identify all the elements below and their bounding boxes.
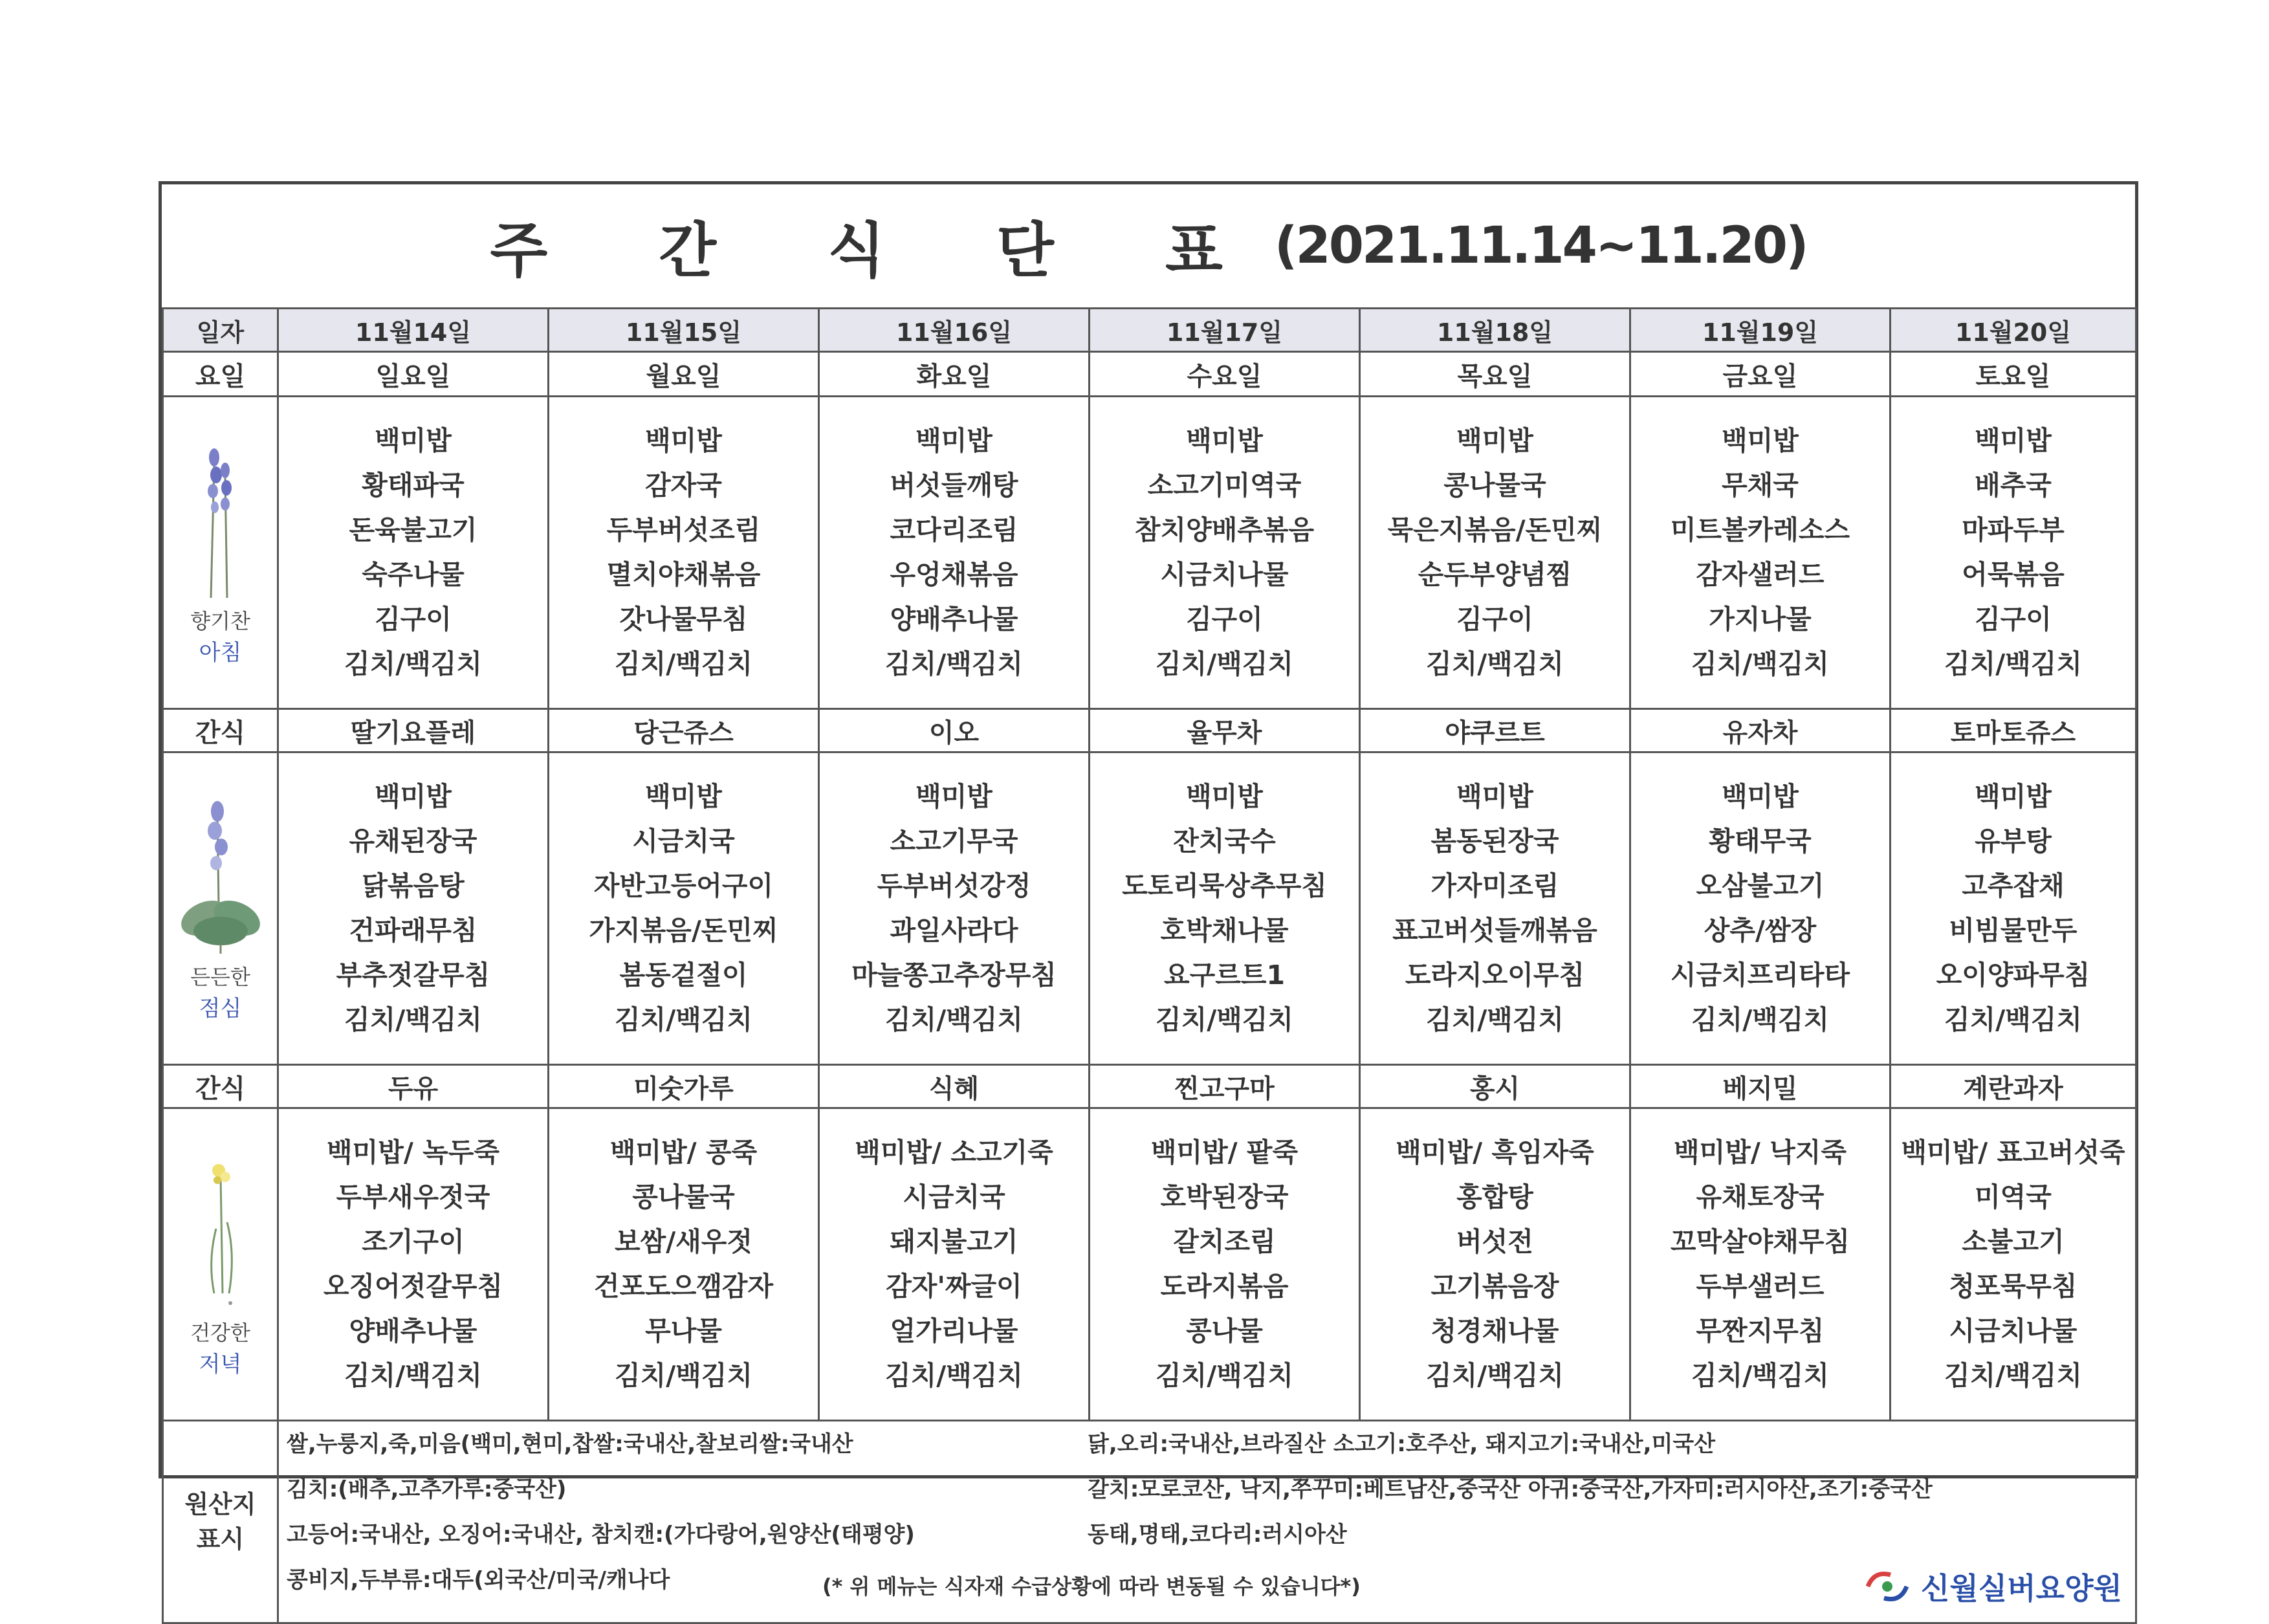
menu-item: 백미밥 — [1456, 425, 1533, 456]
menu-item: 백미밥 — [915, 781, 992, 812]
lunch-label-bottom: 점심 — [199, 995, 242, 1022]
menu-item: 백미밥 — [645, 781, 722, 812]
dinner-menu-cell — [1891, 1108, 2136, 1421]
dinner-menu-cell — [1090, 1108, 1360, 1421]
menu-item: 김치/백김치 — [614, 1360, 752, 1391]
menu-item: 자반고등어구이 — [593, 870, 774, 901]
menu-item: 김치/백김치 — [1691, 1360, 1829, 1391]
menu-item: 묵은지볶음/돈민찌 — [1387, 514, 1603, 545]
menu-item: 김치/백김치 — [1425, 1360, 1564, 1391]
weekday-cell: 목요일 — [1360, 352, 1630, 397]
menu-item: 김구이 — [1186, 604, 1263, 635]
date-cell: 11월20일 — [1891, 309, 2136, 352]
date-cell: 11월16일 — [819, 309, 1090, 352]
menu-item: 김치/백김치 — [1944, 1004, 2082, 1035]
snack-cell: 토마토쥬스 — [1891, 709, 2136, 752]
menu-item: 김치/백김치 — [1425, 1004, 1564, 1035]
weekday-cell: 토요일 — [1891, 352, 2136, 397]
menu-item: 김치/백김치 — [1691, 1004, 1829, 1035]
menu-item: 봄동된장국 — [1430, 826, 1559, 857]
menu-item: 미역국 — [1975, 1181, 2052, 1213]
page-title: 주 간 식 단 표 — [490, 216, 1268, 285]
menu-item: 도라지볶음 — [1160, 1271, 1289, 1302]
menu-item: 도라지오이무침 — [1405, 960, 1585, 991]
menu-item: 호박채나물 — [1160, 915, 1289, 946]
menu-item: 마늘쫑고추장무침 — [851, 960, 1057, 991]
daffodil-icon — [192, 1151, 250, 1313]
menu-item: 황태무국 — [1709, 826, 1812, 857]
snack-cell: 당근쥬스 — [549, 709, 819, 752]
menu-item: 김구이 — [1456, 604, 1533, 635]
menu-item: 표고버섯들깨볶음 — [1392, 915, 1597, 946]
care-center-logo-icon — [1861, 1567, 1913, 1606]
menu-item: 김치/백김치 — [1155, 648, 1293, 679]
lunch-menu-cell — [819, 752, 1090, 1065]
menu-item: 백미밥/ 팥죽 — [1150, 1137, 1299, 1168]
origin-line: 고등어:국내산, 오징어:국내산, 참치캔:(가다랑어,원양산(태평양) — [287, 1522, 915, 1548]
menu-item: 김치/백김치 — [344, 1360, 482, 1391]
menu-item: 백미밥/ 낙지죽 — [1674, 1137, 1847, 1168]
snack-cell: 베지밀 — [1630, 1065, 1891, 1108]
origin-line: 김치:(배추,고추가루:중국산) — [287, 1476, 567, 1502]
weekday-row — [163, 352, 2136, 397]
menu-item: 시금치프리타타 — [1670, 960, 1850, 991]
weekday-cell: 금요일 — [1630, 352, 1891, 397]
menu-item: 고추잡채 — [1962, 870, 2065, 901]
menu-item: 참치양배추볶음 — [1134, 514, 1315, 545]
lunch-menu-cell — [1891, 752, 2136, 1065]
menu-item: 소불고기 — [1962, 1226, 2065, 1257]
menu-item: 김치/백김치 — [884, 1360, 1023, 1391]
menu-item: 백미밥 — [915, 425, 992, 456]
menu-item: 부추젓갈무침 — [336, 960, 490, 991]
snack-cell: 두유 — [278, 1065, 549, 1108]
lunch-menu-cell — [1090, 752, 1360, 1065]
dinner-menu-cell — [549, 1108, 819, 1421]
breakfast-menu-cell — [1630, 397, 1891, 709]
date-cell: 11월17일 — [1090, 309, 1360, 352]
facility-logo — [1861, 1564, 2122, 1609]
menu-item: 두부새우젓국 — [336, 1181, 490, 1213]
snack-cell: 율무차 — [1090, 709, 1360, 752]
menu-item: 백미밥 — [1186, 425, 1263, 456]
menu-period: (2021.11.14~11.20) — [1274, 217, 1807, 275]
menu-item: 가지나물 — [1709, 604, 1812, 635]
menu-item: 두부버섯강정 — [877, 870, 1031, 901]
menu-item: 두부버섯조림 — [606, 514, 761, 545]
menu-item: 시금치국 — [903, 1181, 1005, 1213]
menu-item: 청포묵무침 — [1949, 1271, 2077, 1302]
menu-item: 김치/백김치 — [1944, 1360, 2082, 1391]
menu-item: 갓나물무침 — [619, 604, 748, 635]
menu-item: 얼가리나물 — [890, 1315, 1018, 1346]
menu-item: 백미밥 — [375, 781, 452, 812]
menu-item: 상추/쌈장 — [1704, 915, 1817, 946]
menu-item: 무채국 — [1722, 470, 1799, 501]
menu-item: 오징어젓갈무침 — [323, 1271, 503, 1302]
dinner-label-top: 건강한 — [190, 1320, 250, 1345]
menu-item: 봄동겉절이 — [619, 960, 748, 991]
origin-label — [163, 1421, 278, 1623]
menu-item: 조기구이 — [362, 1226, 465, 1257]
menu-item: 미트볼카레소스 — [1670, 514, 1850, 545]
breakfast-menu-cell — [278, 397, 549, 709]
menu-item: 무짠지무침 — [1696, 1315, 1825, 1346]
afternoon-snack-row — [163, 1065, 2136, 1108]
menu-item: 소고기무국 — [890, 826, 1018, 857]
menu-item: 감자'짜글이 — [886, 1271, 1022, 1302]
menu-item: 시금치국 — [632, 826, 735, 857]
menu-item: 꼬막살야채무침 — [1670, 1226, 1850, 1257]
menu-item: 돼지불고기 — [890, 1226, 1018, 1257]
breakfast-menu-cell — [1090, 397, 1360, 709]
snack-cell: 이오 — [819, 709, 1090, 752]
menu-item: 숙주나물 — [362, 559, 465, 590]
menu-item: 청경채나물 — [1430, 1315, 1559, 1346]
menu-item: 백미밥/ 흑임자죽 — [1396, 1137, 1594, 1168]
date-cell: 11월18일 — [1360, 309, 1630, 352]
lavender-icon — [192, 439, 250, 601]
weekday-label: 요일 — [163, 352, 278, 397]
menu-item: 순두부양념찜 — [1418, 559, 1572, 590]
menu-item: 콩나물 — [1186, 1315, 1263, 1346]
lunch-label — [163, 752, 278, 1065]
snack-cell: 유자차 — [1630, 709, 1891, 752]
menu-item: 김치/백김치 — [1944, 648, 2082, 679]
menu-item: 가지볶음/돈민찌 — [589, 915, 778, 946]
menu-item: 잔치국수 — [1173, 826, 1276, 857]
date-row — [163, 309, 2136, 352]
menu-item: 버섯들깨탕 — [890, 470, 1018, 501]
dinner-label — [163, 1108, 278, 1421]
menu-item: 김치/백김치 — [344, 648, 482, 679]
dinner-label-bottom: 저녁 — [199, 1351, 242, 1377]
menu-item: 콩나물국 — [632, 1181, 735, 1213]
breakfast-label-bottom: 아침 — [199, 639, 242, 666]
flower-plant-icon — [179, 795, 263, 957]
weekly-menu-sheet — [159, 181, 2138, 1606]
menu-item: 양배추나물 — [890, 604, 1018, 635]
menu-item: 백미밥 — [1722, 781, 1799, 812]
title-row — [162, 184, 2135, 310]
menu-item: 김구이 — [1975, 604, 2052, 635]
menu-item: 김치/백김치 — [884, 1004, 1023, 1035]
menu-item: 김치/백김치 — [1691, 648, 1829, 679]
menu-item: 가자미조림 — [1430, 870, 1559, 901]
breakfast-menu-cell — [1360, 397, 1630, 709]
date-cell: 11월19일 — [1630, 309, 1891, 352]
origin-label-text: 원산지 표시 — [184, 1490, 256, 1553]
menu-item: 버섯전 — [1456, 1226, 1533, 1257]
menu-item: 백미밥 — [645, 425, 722, 456]
menu-item: 시금치나물 — [1160, 559, 1289, 590]
menu-item: 김치/백김치 — [1425, 648, 1564, 679]
snack-cell: 찐고구마 — [1090, 1065, 1360, 1108]
menu-item: 비빔물만두 — [1949, 915, 2077, 946]
menu-item: 마파두부 — [1962, 514, 2065, 545]
origin-line: 동태,명태,코다리:러시아산 — [1088, 1522, 1347, 1548]
menu-item: 김구이 — [375, 604, 452, 635]
menu-item: 코다리조림 — [890, 514, 1018, 545]
breakfast-label-top: 향기찬 — [190, 608, 250, 633]
menu-item: 김치/백김치 — [614, 1004, 752, 1035]
dinner-menu-cell — [1630, 1108, 1891, 1421]
menu-item: 김치/백김치 — [1155, 1004, 1293, 1035]
breakfast-label — [163, 397, 278, 709]
snack-cell: 미숫가루 — [549, 1065, 819, 1108]
menu-item: 백미밥 — [1975, 425, 2052, 456]
menu-item: 유부탕 — [1975, 826, 2052, 857]
menu-item: 백미밥/ 콩죽 — [609, 1137, 758, 1168]
menu-item: 멸치야채볶음 — [606, 559, 761, 590]
weekday-cell: 수요일 — [1090, 352, 1360, 397]
menu-item: 돈육불고기 — [349, 514, 477, 545]
menu-item: 건파래무침 — [349, 915, 477, 946]
menu-item: 닭볶음탕 — [362, 870, 465, 901]
weekday-cell: 일요일 — [278, 352, 549, 397]
date-cell: 11월14일 — [278, 309, 549, 352]
lunch-menu-cell — [1360, 752, 1630, 1065]
menu-table — [162, 307, 2137, 1624]
menu-item: 소고기미역국 — [1147, 470, 1302, 501]
menu-item: 요구르트1 — [1164, 960, 1285, 991]
snack-cell: 계란과자 — [1891, 1065, 2136, 1108]
origin-line: 콩비지,두부류:대두(외국산/미국/캐나다 — [287, 1567, 670, 1593]
menu-item: 고기볶음장 — [1430, 1271, 1559, 1302]
origin-line: 갈치:모로코산, 낙지,쭈꾸미:베트남산,중국산 아귀:중국산,가자미:러시아산,조기:중국산 — [1088, 1476, 1933, 1502]
menu-item: 두부샐러드 — [1696, 1271, 1825, 1302]
menu-item: 홍합탕 — [1456, 1181, 1533, 1213]
menu-item: 백미밥 — [1456, 781, 1533, 812]
origin-right-list — [1088, 1421, 1933, 1557]
breakfast-menu-cell — [549, 397, 819, 709]
menu-item: 백미밥/ 표고버섯죽 — [1901, 1137, 2125, 1168]
date-cell: 11월15일 — [549, 309, 819, 352]
menu-item: 김치/백김치 — [614, 648, 752, 679]
morning-snack-row — [163, 709, 2136, 752]
menu-item: 배추국 — [1975, 470, 2052, 501]
dinner-menu-cell — [819, 1108, 1090, 1421]
menu-item: 감자샐러드 — [1696, 559, 1825, 590]
menu-change-notice: (* 위 메뉴는 식자재 수급상황에 따라 변동될 수 있습니다*) — [822, 1574, 1361, 1599]
date-label: 일자 — [163, 309, 278, 352]
snack-cell: 딸기요플레 — [278, 709, 549, 752]
breakfast-row — [163, 397, 2136, 709]
dinner-row — [163, 1108, 2136, 1421]
origin-line: 쌀,누룽지,죽,미음(백미,현미,찹쌀:국내산,찰보리쌀:국내산 — [287, 1431, 853, 1457]
lunch-menu-cell — [549, 752, 819, 1065]
lunch-label-top: 든든한 — [190, 964, 250, 989]
menu-item: 오이양파무침 — [1936, 960, 2090, 991]
snack-label-2: 간식 — [163, 1065, 278, 1108]
menu-item: 우엉채볶음 — [890, 559, 1018, 590]
menu-item: 도토리묵상추무침 — [1122, 870, 1327, 901]
menu-item: 무나물 — [645, 1315, 722, 1346]
menu-item: 유채토장국 — [1696, 1181, 1825, 1213]
menu-item: 백미밥 — [1186, 781, 1263, 812]
breakfast-menu-cell — [819, 397, 1090, 709]
menu-item: 과일사라다 — [890, 915, 1018, 946]
menu-item: 백미밥/ 소고기죽 — [855, 1137, 1053, 1168]
lunch-row — [163, 752, 2136, 1065]
menu-item: 시금치나물 — [1949, 1315, 2077, 1346]
snack-cell: 식혜 — [819, 1065, 1090, 1108]
menu-item: 콩나물국 — [1443, 470, 1546, 501]
weekday-cell: 월요일 — [549, 352, 819, 397]
dinner-menu-cell — [278, 1108, 549, 1421]
menu-item: 갈치조림 — [1173, 1226, 1276, 1257]
menu-item: 호박된장국 — [1160, 1181, 1289, 1213]
origin-info — [278, 1421, 2136, 1623]
origin-left-list — [287, 1421, 915, 1603]
menu-item: 양배추나물 — [349, 1315, 477, 1346]
menu-item: 김치/백김치 — [884, 648, 1023, 679]
origin-row — [163, 1421, 2136, 1623]
menu-item: 유채된장국 — [349, 826, 477, 857]
menu-item: 백미밥/ 녹두죽 — [327, 1137, 499, 1168]
snack-cell: 야쿠르트 — [1360, 709, 1630, 752]
menu-item: 백미밥 — [1975, 781, 2052, 812]
snack-cell: 홍시 — [1360, 1065, 1630, 1108]
dinner-menu-cell — [1360, 1108, 1630, 1421]
menu-item: 김치/백김치 — [1155, 1360, 1293, 1391]
menu-item: 보쌈/새우젓 — [614, 1226, 752, 1257]
lunch-menu-cell — [1630, 752, 1891, 1065]
menu-item: 건포도으깸감자 — [593, 1271, 774, 1302]
snack-label: 간식 — [163, 709, 278, 752]
lunch-menu-cell — [278, 752, 549, 1065]
weekday-cell: 화요일 — [819, 352, 1090, 397]
breakfast-menu-cell — [1891, 397, 2136, 709]
facility-name: 신월실버요양원 — [1920, 1571, 2122, 1606]
origin-line: 닭,오리:국내산,브라질산 소고기:호주산, 돼지고기:국내산,미국산 — [1088, 1431, 1716, 1457]
menu-item: 어묵볶음 — [1962, 559, 2065, 590]
menu-item: 백미밥 — [1722, 425, 1799, 456]
menu-item: 김치/백김치 — [344, 1004, 482, 1035]
menu-item: 감자국 — [645, 470, 722, 501]
menu-item: 황태파국 — [362, 470, 465, 501]
menu-item: 오삼불고기 — [1696, 870, 1825, 901]
menu-item: 백미밥 — [375, 425, 452, 456]
